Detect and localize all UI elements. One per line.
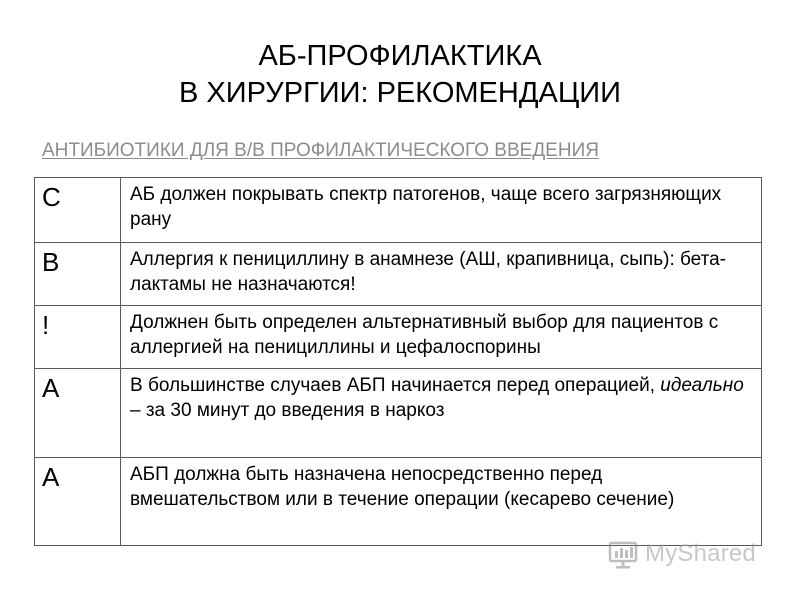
recommendation-cell: Должнен быть определен альтернативный выбор для пациентов с аллергией на пенициллины и цефалоспорины bbox=[121, 306, 762, 369]
table-row bbox=[35, 243, 762, 306]
slide-title bbox=[0, 38, 800, 112]
table-row bbox=[35, 178, 762, 243]
recommendation-text-part: – за 30 минут до введения в наркоз bbox=[130, 400, 445, 421]
table-row bbox=[35, 369, 762, 458]
recommendations-table bbox=[34, 177, 762, 546]
myshared-logo-icon bbox=[606, 537, 640, 571]
recommendation-cell bbox=[121, 369, 762, 458]
watermark-brand: MyShared bbox=[645, 540, 756, 567]
grade-cell: A bbox=[35, 458, 121, 546]
grade-cell: ! bbox=[35, 306, 121, 369]
recommendation-text-part: В большинстве случаев АБП начинается перед операцией, bbox=[130, 375, 661, 396]
recommendation-cell: АБ должен покрывать спектр патогенов, чаще всего загрязняющих рану bbox=[121, 178, 762, 243]
slide-title-line-1: АБ-ПРОФИЛАКТИКА bbox=[258, 40, 542, 72]
grade-cell: A bbox=[35, 369, 121, 458]
recommendation-cell: АБП должна быть назначена непосредственно перед вмешательством или в течение операции (кесарево сечение) bbox=[121, 458, 762, 546]
recommendation-text-italic: идеально bbox=[660, 375, 744, 396]
slide-title-line-2: В ХИРУРГИИ: РЕКОМЕНДАЦИИ bbox=[179, 77, 621, 109]
slide-subtitle: АНТИБИОТИКИ ДЛЯ В/В ПРОФИЛАКТИЧЕСКОГО ВВЕДЕНИЯ bbox=[42, 140, 599, 161]
table-row bbox=[35, 458, 762, 546]
grade-cell: B bbox=[35, 243, 121, 306]
table-row bbox=[35, 306, 762, 369]
myshared-watermark bbox=[606, 537, 756, 571]
recommendation-cell: Аллергия к пенициллину в анамнезе (АШ, крапивница, сыпь): бета-лактамы не назначаются! bbox=[121, 243, 762, 306]
grade-cell: C bbox=[35, 178, 121, 243]
